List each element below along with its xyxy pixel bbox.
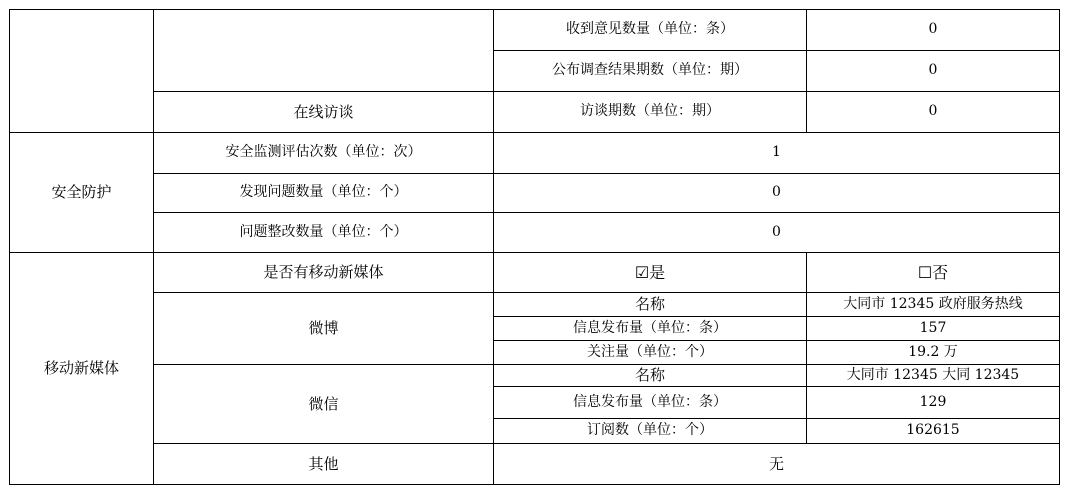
table-row [10, 92, 1060, 133]
empty-category-cell [154, 10, 494, 92]
wechat-subscribers-value: 162615 [807, 419, 1060, 444]
weibo-name-value: 大同市 12345 政府服务热线 [807, 293, 1060, 317]
table-row [10, 293, 1060, 317]
table-row [10, 365, 1060, 387]
received-opinions-label: 收到意见数量（单位：条） [494, 10, 807, 51]
wechat-posts-value: 129 [807, 387, 1060, 419]
security-item-value: 0 [494, 213, 1060, 253]
other-value: 无 [494, 444, 1060, 485]
security-section-title: 安全防护 [10, 133, 154, 253]
table-row [10, 213, 1060, 253]
new-media-section-title: 移动新媒体 [10, 253, 154, 485]
wechat-posts-label: 信息发布量（单位：条） [494, 387, 807, 419]
has-new-media-label: 是否有移动新媒体 [154, 253, 494, 293]
wechat-name-value: 大同市 12345 大同 12345 [807, 365, 1060, 387]
government-website-stats-table [9, 9, 1060, 485]
weibo-posts-value: 157 [807, 317, 1060, 341]
weibo-followers-value: 19.2 万 [807, 341, 1060, 365]
table-row [10, 133, 1060, 174]
received-opinions-value: 0 [807, 10, 1060, 51]
security-item-label: 发现问题数量（单位：个） [154, 174, 494, 213]
security-item-value: 0 [494, 174, 1060, 213]
published-results-label: 公布调查结果期数（单位：期） [494, 51, 807, 92]
weibo-name-label: 名称 [494, 293, 807, 317]
security-item-value: 1 [494, 133, 1060, 174]
table-row [10, 10, 1060, 51]
weibo-followers-label: 关注量（单位：个） [494, 341, 807, 365]
table-row [10, 253, 1060, 293]
table-row [10, 174, 1060, 213]
has-new-media-no-checkbox[interactable]: ☐否 [807, 253, 1060, 293]
table-row [10, 444, 1060, 485]
interview-count-label: 访谈期数（单位：期） [494, 92, 807, 133]
interview-count-value: 0 [807, 92, 1060, 133]
published-results-value: 0 [807, 51, 1060, 92]
security-item-label: 问题整改数量（单位：个） [154, 213, 494, 253]
empty-section-cell [10, 10, 154, 133]
interview-category: 在线访谈 [154, 92, 494, 133]
security-item-label: 安全监测评估次数（单位：次） [154, 133, 494, 174]
wechat-subscribers-label: 订阅数（单位：个） [494, 419, 807, 444]
has-new-media-yes-checkbox[interactable]: ☑是 [494, 253, 807, 293]
wechat-name-label: 名称 [494, 365, 807, 387]
other-category: 其他 [154, 444, 494, 485]
wechat-category: 微信 [154, 365, 494, 444]
weibo-category: 微博 [154, 293, 494, 365]
weibo-posts-label: 信息发布量（单位：条） [494, 317, 807, 341]
